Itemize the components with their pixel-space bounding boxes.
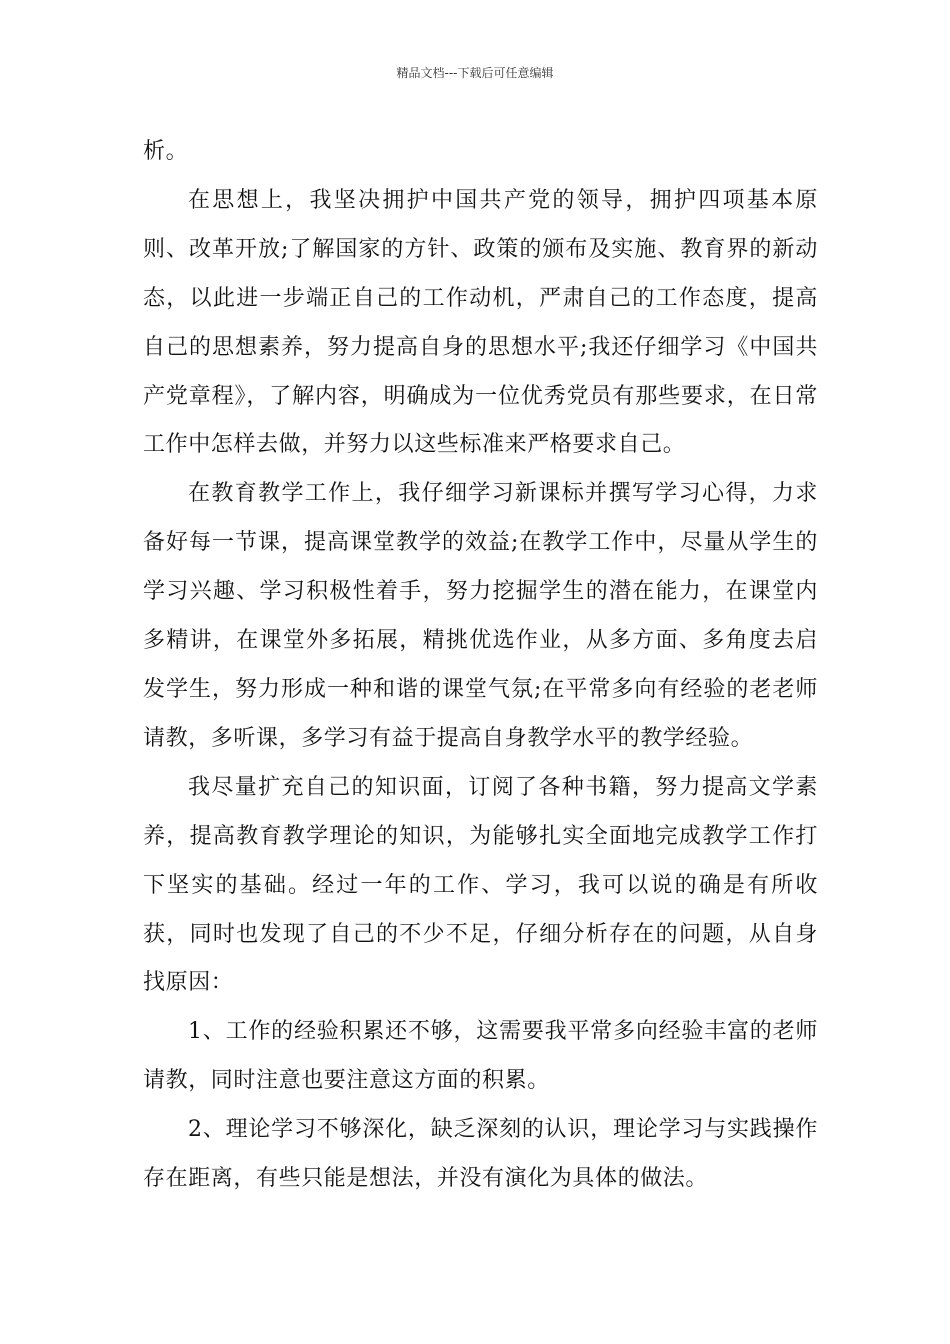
document-body (143, 128, 818, 1204)
paragraph-point-1: 1、工作的经验积累还不够，这需要我平常多向经验丰富的老师请教，同时注意也要注意这方面的积累。 (143, 1019, 818, 1094)
paragraph-point-2: 2、理论学习不够深化，缺乏深刻的认识，理论学习与实践操作存在距离，有些只能是想法，并没有演化为具体的做法。 (143, 1117, 818, 1192)
page-header: 精品文档---下载后可任意编辑 (396, 66, 554, 80)
paragraph-ideology: 在思想上，我坚决拥护中国共产党的领导，拥护四项基本原则、改革开放;了解国家的方针、政策的颁布及实施、教育界的新动态，以此进一步端正自己的工作动机，严肃自己的工作态度，提高自己的思想素养，努力提高自身的思想水平;我还仔细学习《中国共产党章程》，了解内容，明确成为一位优秀党员有那些要求，在日常工作中怎样去做，并努力以这些标准来严格要求自己。 (143, 187, 818, 458)
paragraph-teaching: 在教育教学工作上，我仔细学习新课标并撰写学习心得，力求备好每一节课，提高课堂教学的效益;在教学工作中，尽量从学生的学习兴趣、学习积极性着手，努力挖掘学生的潜在能力，在课堂内多精讲，在课堂外多拓展，精挑优选作业，从多方面、多角度去启发学生，努力形成一种和谐的课堂气氛;在平常多向有经验的老老师请教，多听课，多学习有益于提高自身教学水平的教学经验。 (143, 481, 818, 751)
paragraph-self-improvement: 我尽量扩充自己的知识面，订阅了各种书籍，努力提高文学素养，提高教育教学理论的知识，为能够扎实全面地完成教学工作打下坚实的基础。经过一年的工作、学习，我可以说的确是有所收获，同时也发现了自己的不少不足，仔细分析存在的问题，从自身找原因： (143, 774, 818, 996)
paragraph-continuation: 析。 (143, 139, 189, 164)
